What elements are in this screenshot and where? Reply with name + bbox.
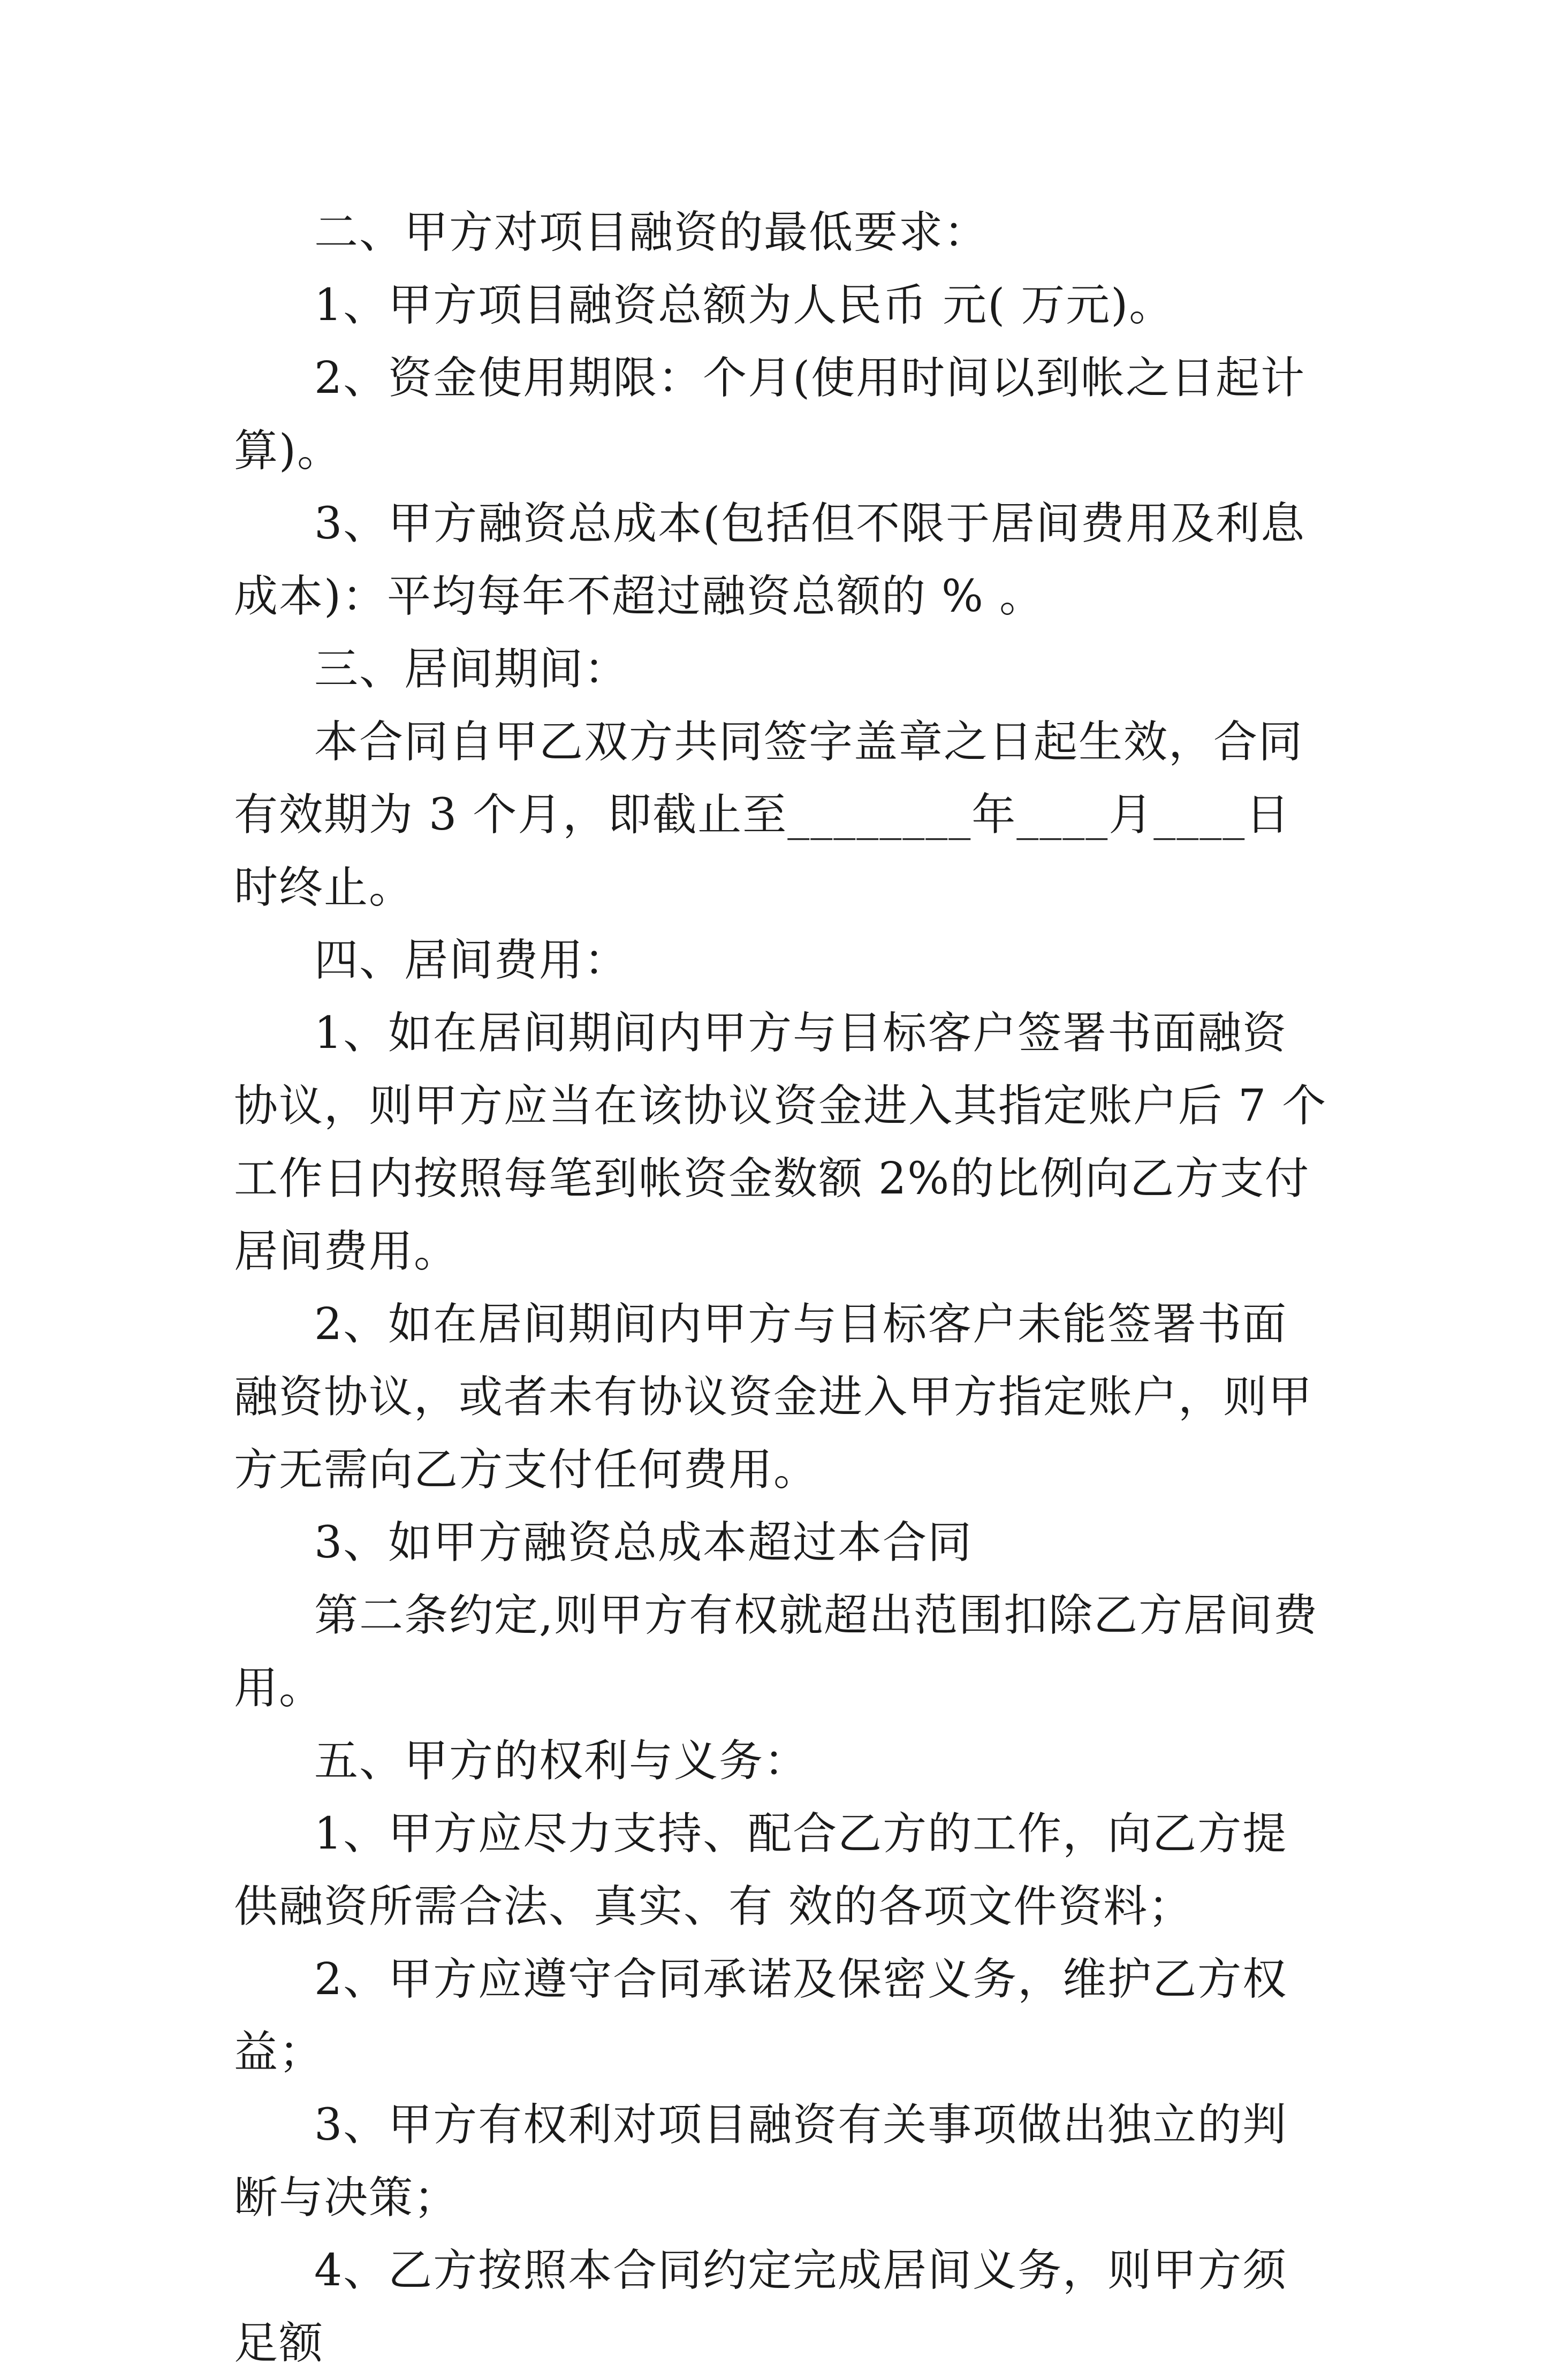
paragraph-section-4-heading: 四、居间费用： bbox=[314, 935, 629, 986]
paragraph-contract-validity: 本合同自甲乙双方共同签字盖章之日起生效，合同有效期为 3 个月，即截止至________年____月____日时终止。 bbox=[234, 717, 1304, 913]
paragraph-funding-term: 2、资金使用期限：个月(使用时间以到帐之日起计算)。 bbox=[234, 353, 1306, 476]
paragraph-financing-total: 1、甲方项目融资总额为人民币 元( 万元)。 bbox=[314, 280, 1174, 331]
contract-body bbox=[234, 196, 1331, 2380]
paragraph-fee-clause-3-cont: 第二条约定,则甲方有权就超出范围扣除乙方居间费用。 bbox=[234, 1590, 1319, 1714]
paragraph-party-a-duty-1: 1、甲方应尽力支持、配合乙方的工作，向乙方提供融资所需合法、真实、有 效的各项文件资料； bbox=[234, 1808, 1288, 1932]
paragraph-fee-clause-1: 1、如在居间期间内甲方与目标客户签署书面融资协议，则甲方应当在该协议资金进入其指定账户后 7 个工作日内按照每笔到帐资金数额 2%的比例向乙方支付居间费用。 bbox=[234, 1008, 1327, 1277]
paragraph-financing-cost: 3、甲方融资总成本(包括但不限于居间费用及利息成本)：平均每年不超过融资总额的 % 。 bbox=[234, 498, 1306, 622]
paragraph-section-3-heading: 三、居间期间： bbox=[314, 644, 629, 695]
paragraph-fee-clause-3: 3、如甲方融资总成本超过本合同 bbox=[314, 1517, 973, 1568]
paragraph-party-a-duty-3: 3、甲方有权利对项目融资有关事项做出独立的判断与决策； bbox=[234, 2100, 1288, 2223]
paragraph-party-a-duty-4: 4、乙方按照本合同约定完成居间义务，则甲方须足额 bbox=[234, 2245, 1288, 2369]
paragraph-party-a-duty-2: 2、甲方应遵守合同承诺及保密义务，维护乙方权益； bbox=[234, 1954, 1288, 2078]
paragraph-section-2-heading: 二、甲方对项目融资的最低要求： bbox=[314, 207, 989, 258]
paragraph-fee-clause-2: 2、如在居间期间内甲方与目标客户未能签署书面融资协议，或者未有协议资金进入甲方指定账户，则甲方无需向乙方支付任何费用。 bbox=[234, 1299, 1313, 1495]
paragraph-section-5-heading: 五、甲方的权利与义务： bbox=[314, 1736, 809, 1786]
